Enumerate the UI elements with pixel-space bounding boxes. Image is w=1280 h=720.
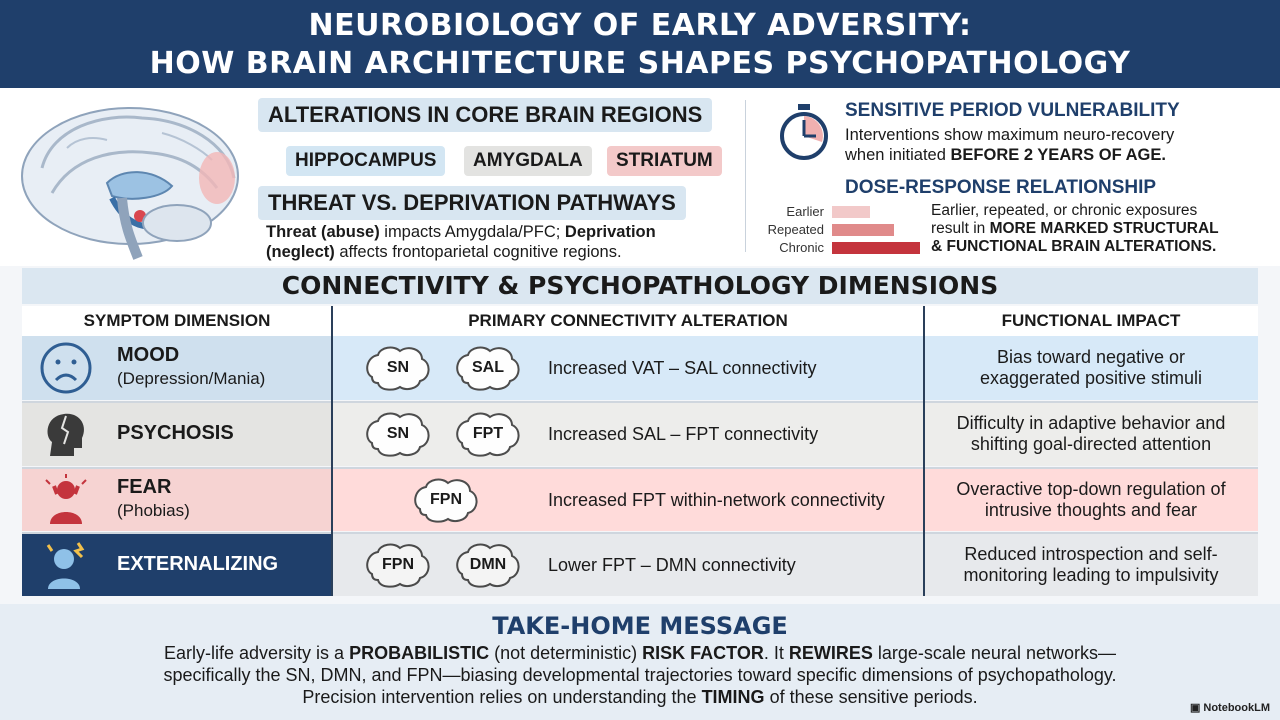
dose-label-chronic: Chronic: [779, 240, 824, 255]
functional-impact: [924, 479, 1258, 521]
brain-illustration: [12, 98, 262, 268]
dose-label-repeated: Repeated: [767, 222, 824, 237]
connectivity-alteration: Increased FPT within-network connectivity: [548, 490, 885, 510]
dose-line-3-bold: & FUNCTIONAL BRAIN ALTERATIONS.: [931, 238, 1217, 255]
threat-label: Threat (abuse): [266, 223, 380, 241]
impact-line-2: exaggerated positive stimuli: [979, 368, 1203, 388]
th-l3c: of these sensitive periods.: [764, 687, 978, 707]
network-node-label: FPN: [382, 556, 414, 573]
sensitive-heading: SENSITIVE PERIOD VULNERABILITY: [845, 100, 1180, 121]
symptom-cell: [22, 336, 332, 400]
sensitive-line-1: Interventions show maximum neuro-recovery: [845, 126, 1175, 144]
functional-impact: [924, 413, 1258, 455]
takehome-line-1: [0, 642, 1280, 664]
dose-bar-repeated: [832, 224, 894, 236]
deprivation-label: Deprivation (neglect): [266, 223, 656, 261]
row-separator: [22, 467, 1258, 469]
top-divider: [745, 100, 746, 252]
dimension-row-externalizing: [22, 533, 1258, 596]
network-node-sn: [362, 343, 434, 393]
connectivity-cell: [332, 468, 924, 531]
symptom-title: MOOD: [117, 344, 180, 366]
brand-text: NotebookLM: [1203, 702, 1270, 714]
impact-line-2: shifting goal-directed attention: [970, 434, 1212, 454]
sad-face-icon: [38, 340, 94, 396]
network-node-sn: [362, 409, 434, 459]
takehome-section: [0, 604, 1280, 720]
top-section: [0, 88, 1280, 266]
col-divider-1: [331, 306, 333, 596]
th-l1d: RISK FACTOR: [642, 643, 764, 663]
impact-line-2: intrusive thoughts and fear: [984, 500, 1198, 520]
dose-line-1: Earlier, repeated, or chronic exposures: [931, 202, 1198, 219]
impact-line-2: monitoring leading to impulsivity: [963, 565, 1219, 585]
dimension-row-fear: [22, 468, 1258, 531]
network-node-fpt: [452, 409, 524, 459]
agitated-person-icon: [38, 537, 94, 593]
col-divider-2: [923, 306, 925, 596]
network-node-label: DMN: [469, 556, 507, 573]
symptom-subtitle: (Phobias): [117, 501, 190, 520]
functional-impact: [924, 347, 1258, 389]
distressed-person-icon: [38, 472, 94, 528]
symptom-title: FEAR: [117, 476, 172, 498]
network-node-sal: [452, 343, 524, 393]
col-header-connectivity: PRIMARY CONNECTIVITY ALTERATION: [332, 306, 924, 336]
impact-line-1: Difficulty in adaptive behavior and: [956, 413, 1226, 433]
dimension-row-psychosis: [22, 402, 1258, 466]
th-l1e: . It: [763, 643, 789, 663]
chip-striatum: STRIATUM: [607, 146, 722, 176]
network-node-label: SAL: [472, 359, 504, 376]
symptom-cell: [22, 402, 332, 466]
th-l1c: (not deterministic): [489, 643, 643, 663]
connectivity-alteration: Increased SAL – FPT connectivity: [548, 424, 819, 444]
connectivity-cell: [332, 533, 924, 596]
dose-line-2: [931, 220, 1219, 238]
dose-bar-chronic: [832, 242, 920, 254]
deprivation-text: affects frontoparietal cognitive regions.: [334, 243, 622, 261]
dose-line-2-bold: MORE MARKED STRUCTURAL: [989, 220, 1219, 237]
symptom-title: PSYCHOSIS: [117, 422, 234, 444]
dose-heading: DOSE-RESPONSE RELATIONSHIP: [845, 177, 1157, 198]
regions-heading: ALTERATIONS IN CORE BRAIN REGIONS: [258, 98, 712, 132]
impact-cell: [924, 402, 1258, 466]
dose-line-3: [931, 238, 1216, 256]
network-node-dmn: [452, 540, 524, 590]
dose-line-2-plain: result in: [931, 220, 990, 237]
connectivity-cell: [332, 402, 924, 466]
network-node-label: SN: [386, 359, 410, 376]
connectivity-alteration: Lower FPT – DMN connectivity: [548, 555, 796, 575]
impact-line-1: Reduced introspection and self-: [964, 544, 1218, 564]
chip-amygdala: AMYGDALA: [464, 146, 592, 176]
chip-hippocampus: HIPPOCAMPUS: [286, 146, 445, 176]
dimension-row-mood: [22, 336, 1258, 400]
impact-line-1: Overactive top-down regulation of: [956, 479, 1226, 499]
threat-text: impacts Amygdala/PFC;: [379, 223, 565, 241]
col-header-impact: FUNCTIONAL IMPACT: [924, 306, 1258, 336]
network-node-fpn: [362, 540, 434, 590]
header-banner: [0, 0, 1280, 88]
th-l3b: TIMING: [701, 687, 765, 707]
impact-cell: [924, 468, 1258, 531]
col-header-symptom: SYMPTOM DIMENSION: [22, 306, 332, 336]
th-l1a: Early-life adversity is a: [164, 643, 350, 663]
takehome-heading: TAKE-HOME MESSAGE: [492, 612, 788, 640]
th-l1g: large-scale neural networks—: [872, 643, 1116, 663]
impact-cell: [924, 336, 1258, 400]
symptom-cell: [22, 533, 332, 596]
brand-label: ▣ NotebookLM: [1189, 702, 1270, 714]
dose-bar-earlier: [832, 206, 870, 218]
takehome-line-2: specifically the SN, DMN, and FPN—biasing developmental trajectories toward specific dimensions of psychopathology.: [163, 665, 1117, 685]
sensitive-line-2: [845, 145, 1166, 165]
impact-line-1: Bias toward negative or: [996, 347, 1186, 367]
symptom-cell: [22, 468, 332, 531]
symptom-subtitle: (Depression/Mania): [117, 369, 266, 388]
row-separator: [22, 532, 1258, 534]
connectivity-alteration: Increased VAT – SAL connectivity: [548, 358, 817, 378]
network-node-fpn: [410, 475, 482, 525]
takehome-line-3: [0, 686, 1280, 708]
sensitive-line-2-plain: when initiated: [845, 146, 951, 164]
title-line-2: HOW BRAIN ARCHITECTURE SHAPES PSYCHOPATHOLOGY: [149, 46, 1131, 81]
stopwatch-icon: [776, 102, 832, 162]
network-node-label: SN: [386, 425, 410, 442]
connectivity-title: CONNECTIVITY & PSYCHOPATHOLOGY DIMENSIONS: [22, 268, 1258, 304]
pathways-heading: THREAT VS. DEPRIVATION PATHWAYS: [258, 186, 686, 220]
sensitive-line-2-bold: BEFORE 2 YEARS OF AGE.: [950, 146, 1166, 164]
cracked-head-icon: [38, 406, 94, 462]
dose-label-earlier: Earlier: [786, 204, 824, 219]
connectivity-cell: [332, 336, 924, 400]
th-l3a: Precision intervention relies on understanding the: [302, 687, 702, 707]
pathways-description: [266, 222, 726, 262]
title-line-1: NEUROBIOLOGY OF EARLY ADVERSITY:: [308, 8, 972, 43]
th-l1f: REWIRES: [788, 643, 873, 663]
impact-cell: [924, 533, 1258, 596]
th-l1b: PROBABILISTIC: [349, 643, 490, 663]
row-separator: [22, 401, 1258, 403]
symptom-title: EXTERNALIZING: [117, 553, 279, 575]
network-node-label: FPN: [430, 491, 462, 508]
functional-impact: [924, 544, 1258, 586]
network-node-label: FPT: [472, 425, 504, 442]
